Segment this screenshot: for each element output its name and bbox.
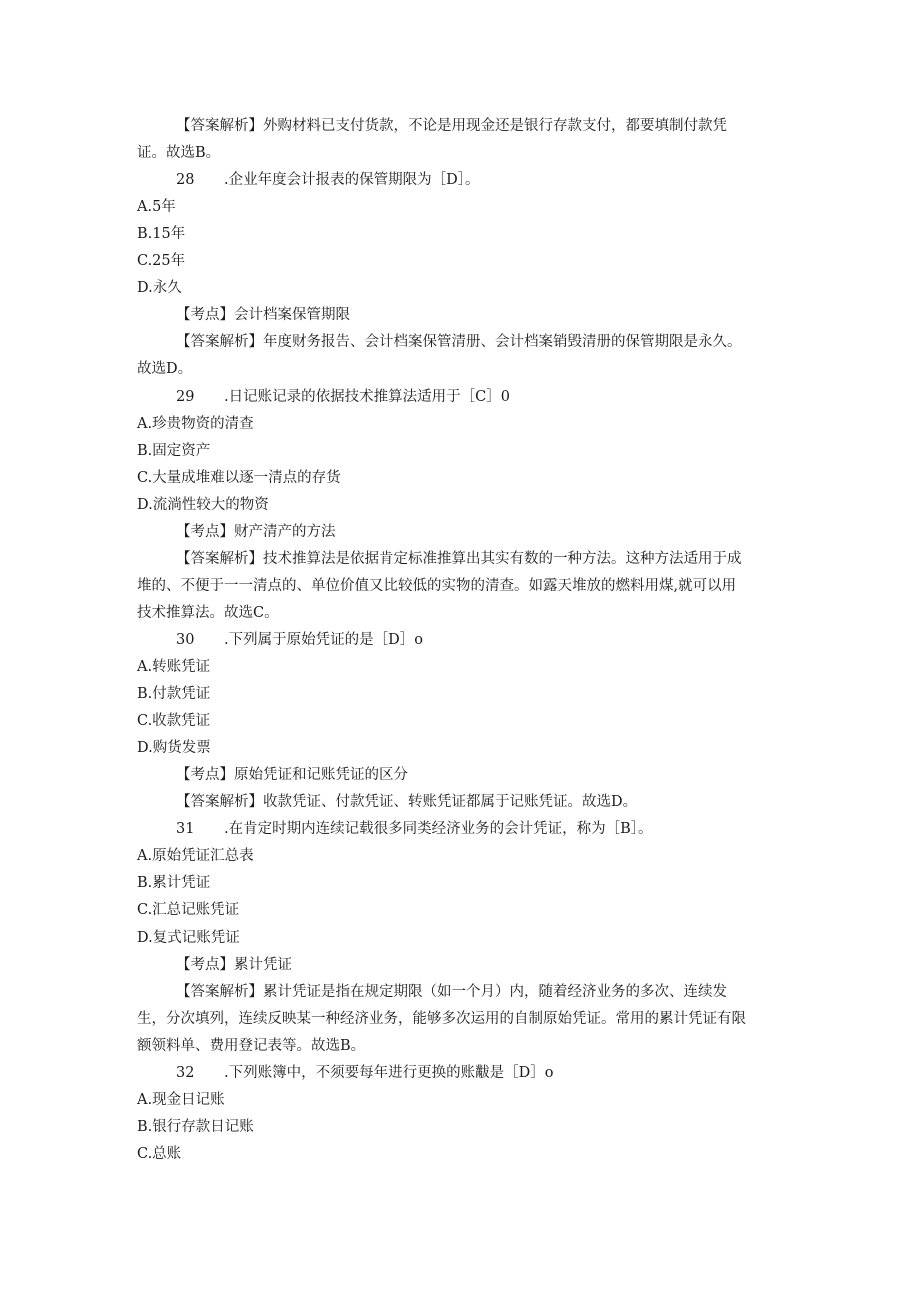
continuation-line: 技术推算法。故选C。 xyxy=(137,604,279,621)
question-number: 30 xyxy=(176,631,195,648)
question-line xyxy=(176,1060,553,1087)
option-line: C.收款凭证 xyxy=(137,713,211,730)
paragraph-line: 【考点】原始凭证和记账凭证的区分 xyxy=(176,767,408,784)
option-line: B.付款凭证 xyxy=(137,686,211,703)
option-line: C.汇总记账凭证 xyxy=(137,902,240,919)
option-line: A.转账凭证 xyxy=(137,659,211,675)
option-line: D.永久 xyxy=(137,280,182,297)
paragraph-line: 【考点】累计凭证 xyxy=(176,956,292,973)
question-line xyxy=(176,167,479,194)
option-line: D.复式记账凭证 xyxy=(137,929,240,946)
option-line: D.流淌性较大的物资 xyxy=(137,496,269,513)
option-line: C.25年 xyxy=(137,253,186,270)
question-number: 31 xyxy=(176,821,195,838)
question-text: .在肯定时期内连续记载很多同类经济业务的会计凭证，称为［B］。 xyxy=(224,821,653,838)
paragraph-line: 【答案解析】累计凭证是指在规定期限（如一个月）内，随着经济业务的多次、连续发 xyxy=(176,983,727,1000)
paragraph-line: 【答案解析】技术推算法是依据肯定标准推算出其实有数的一种方法。这种方法适用于成 xyxy=(176,550,742,567)
paragraph-line: 【考点】会计档案保管期限 xyxy=(176,307,350,324)
continuation-line: 额领料单、费用登记表等。故选B。 xyxy=(137,1037,366,1054)
question-line xyxy=(176,627,423,654)
paragraph-line: 【答案解析】年度财务报告、会计档案保管清册、会计档案销毁清册的保管期限是永久。 xyxy=(176,334,742,351)
question-text: .下列账簿中，不须要每年进行更换的账黻是［D］o xyxy=(224,1064,554,1081)
option-line: A.现金日记账 xyxy=(137,1091,225,1108)
option-line: A.原始凭证汇总表 xyxy=(137,848,254,865)
continuation-line: 堆的、不便于一一清点的、单位价值又比较低的实物的清查。如露天堆放的燃料用煤,就可以用 xyxy=(137,577,737,594)
question-text: .日记账记录的依据技术推算法适用于［C］0 xyxy=(224,388,510,405)
paragraph-line: 【考点】财产清产的方法 xyxy=(176,523,336,540)
question-line xyxy=(176,816,653,843)
paragraph-line: 【答案解析】收款凭证、付款凭证、转账凭证都属于记账凭证。故选D。 xyxy=(176,794,638,811)
option-line: B.15年 xyxy=(137,226,186,243)
question-text: .企业年度会计报表的保管期限为［D］。 xyxy=(224,172,480,189)
option-line: B.累计凭证 xyxy=(137,875,211,892)
continuation-line: 故选D。 xyxy=(137,361,193,378)
option-line: B.固定资产 xyxy=(137,442,211,459)
continuation-line: 生，分次填列，连续反映某一种经济业务，能够多次运用的自制原始凭证。常用的累计凭证有限 xyxy=(137,1010,746,1027)
continuation-line: 证。故选B。 xyxy=(137,145,221,162)
question-number: 29 xyxy=(176,388,195,405)
question-number: 32 xyxy=(176,1064,195,1081)
option-line: C.大量成堆难以逐一清点的存货 xyxy=(137,469,341,486)
option-line: A.珍贵物资的清查 xyxy=(137,415,254,432)
question-text: .下列属于原始凭证的是［D］o xyxy=(224,631,423,648)
question-line xyxy=(176,384,510,411)
paragraph-line: 【答案解析】外购材料已支付货款，不论是用现金还是银行存款支付，都要填制付款凭 xyxy=(176,118,727,134)
question-number: 28 xyxy=(176,172,195,189)
option-line: B.银行存款日记账 xyxy=(137,1118,254,1135)
option-line: A.5年 xyxy=(137,199,176,216)
option-line: C.总账 xyxy=(137,1145,182,1162)
option-line: D.购货发票 xyxy=(137,740,211,757)
